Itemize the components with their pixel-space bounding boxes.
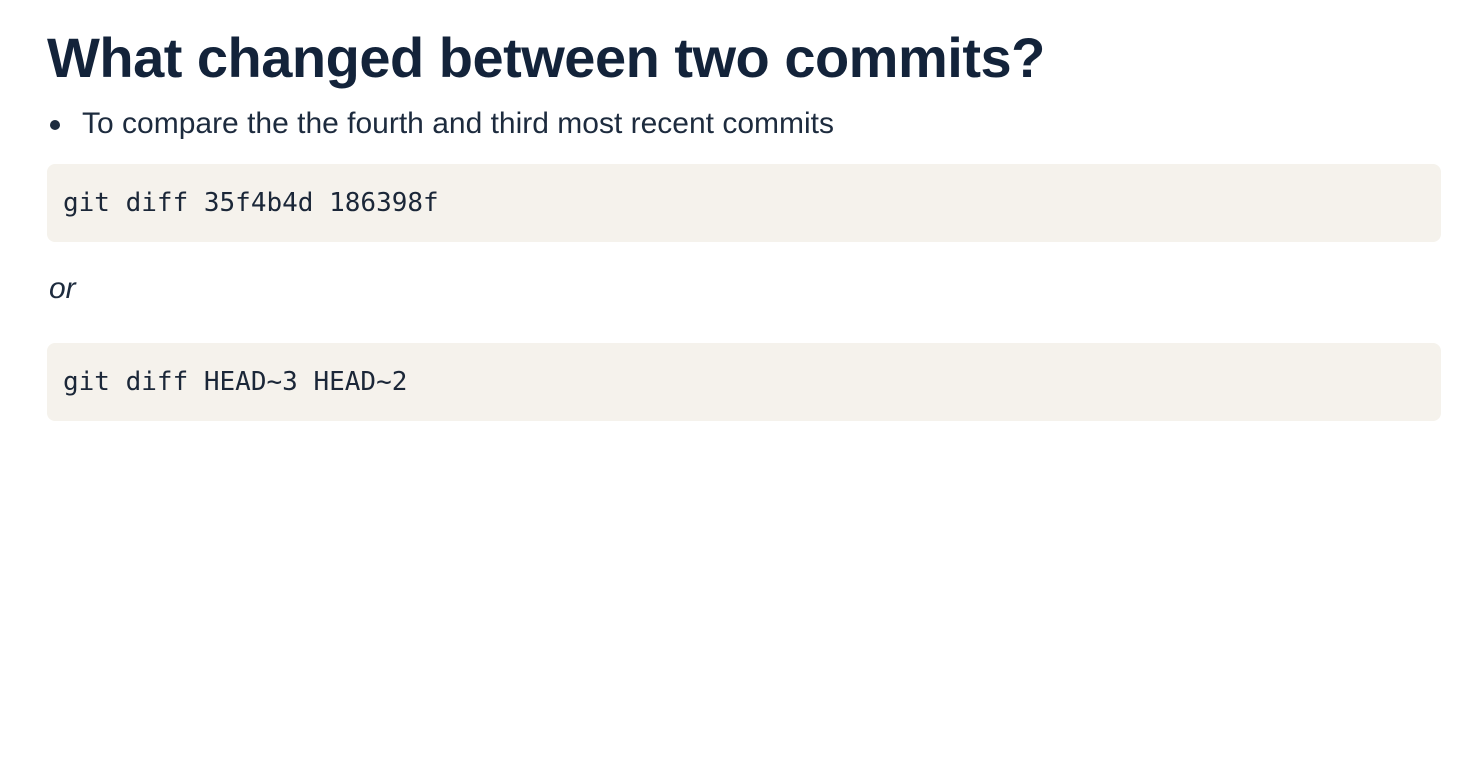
bullet-list [47, 104, 1441, 144]
code-text[interactable]: git diff HEAD~3 HEAD~2 [63, 367, 408, 397]
bullet-icon [50, 120, 60, 130]
bullet-text: To compare the the fourth and third most recent commits [82, 107, 835, 140]
slide-content [47, 0, 1441, 421]
code-text[interactable]: git diff 35f4b4d 186398f [63, 188, 439, 218]
list-item [47, 104, 1441, 144]
code-block-head-refs[interactable] [47, 343, 1441, 421]
page-title: What changed between two commits? [47, 26, 1045, 89]
code-block-commit-hashes[interactable] [47, 164, 1441, 242]
separator-text: or [49, 272, 76, 305]
